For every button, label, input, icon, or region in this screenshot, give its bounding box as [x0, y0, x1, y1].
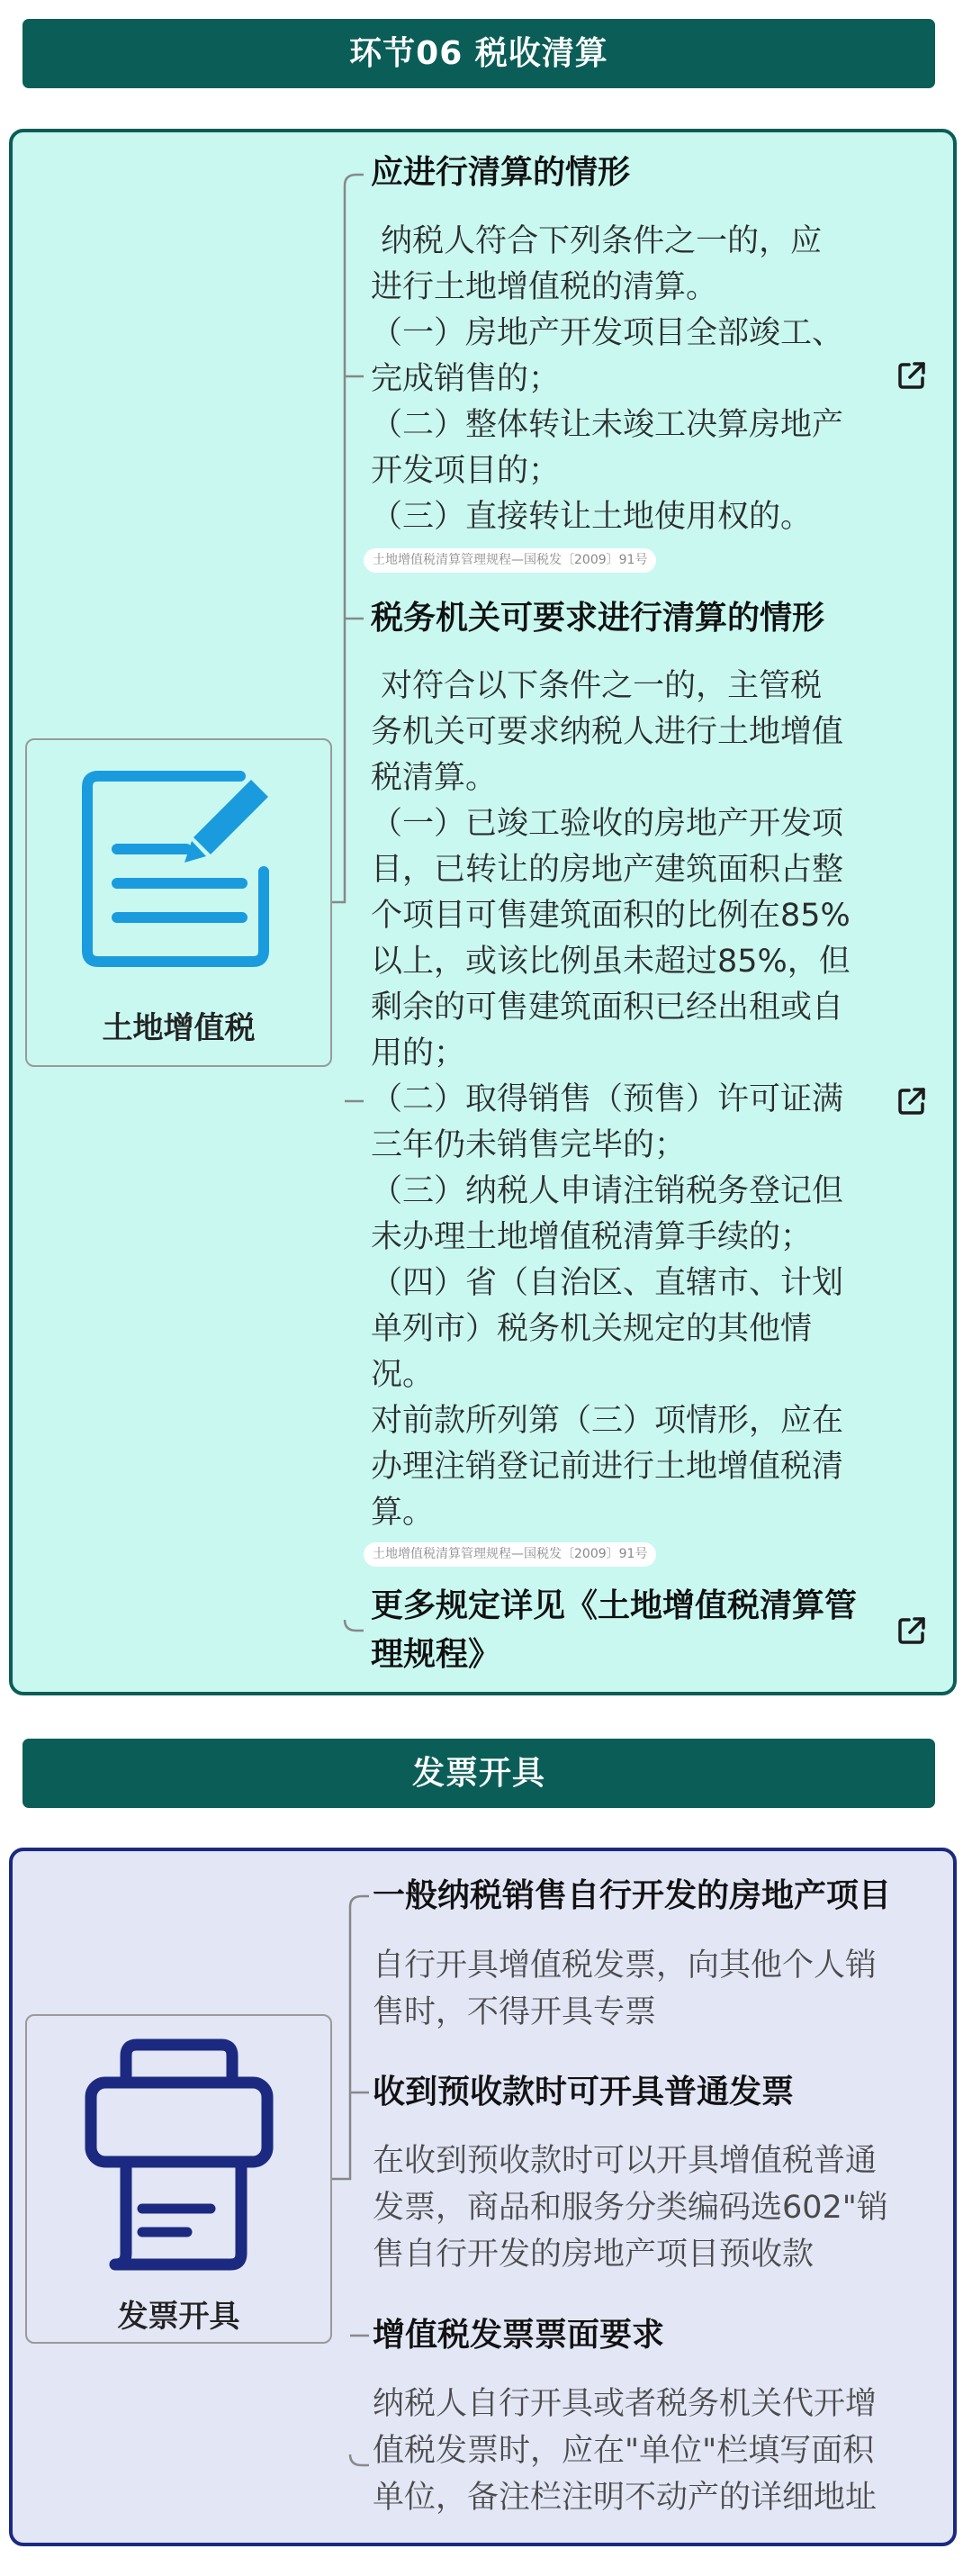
- external-link-icon[interactable]: [896, 359, 928, 392]
- item-title-advance-payment: 收到预收款时可开具普通发票: [373, 2074, 795, 2111]
- item-body-invoice-requirements: 纳税人自行开具或者税务机关代开增 值税发票时，应在"单位"栏填写面积 单位，备注栏注明不动产的详细地址: [373, 2386, 878, 2516]
- document-edit-icon: [75, 765, 284, 974]
- source-tag: 土地增值税清算管理规程—国税发〔2009〕91号: [364, 548, 656, 573]
- item-body-self-developed-sales: 自行开具增值税发票，向其他个人销 售时，不得开具专票: [373, 1948, 878, 2030]
- item-body-advance-payment: 在收到预收款时可以开具增值税普通 发票，商品和服务分类编码选602"销 售自行开发的房地产项目预收款: [373, 2143, 888, 2273]
- item-body-may-require-liquidation: 对符合以下条件之一的，主管税 务机关可要求纳税人进行土地增值 税清算。 （一）已竣工验收的房地产开发项 目，已转让的房地产建筑面积占整 个项目可售建筑面积的比例在85% 以上，或该比例虽未超过85%，但 剩余的可售建筑面积已经出租或自 用的； （二）取得销售（预售）许可证满 三年仍未销售完毕的； （三）纳税人申请注销税务登记但 未办理土地增值税清算手续的； （四）省（自治区、直辖市、计划 单列市）税务机关规定的其他情 况。 对前款所列第（三）项情形，应在 办理注销登记前进行土地增值税清 算。: [371, 668, 850, 1531]
- external-link-icon[interactable]: [896, 1085, 928, 1117]
- invoice-issuance-panel: [9, 1848, 957, 2546]
- item-title-invoice-requirements: 增值税发票票面要求: [373, 2317, 665, 2354]
- land-tax-liquidation-panel: [9, 129, 957, 1695]
- section-banner-land-tax-liquidation: 环节06 税收清算: [22, 19, 935, 88]
- section-banner-invoice: 发票开具: [22, 1739, 935, 1808]
- item-title-may-require-liquidation: 税务机关可要求进行清算的情形: [371, 600, 825, 637]
- land-value-added-tax-card[interactable]: [25, 738, 332, 1067]
- invoice-issuance-card[interactable]: [25, 2014, 332, 2344]
- card-label: 发票开具: [117, 2299, 240, 2335]
- source-tag: 土地增值税清算管理规程—国税发〔2009〕91号: [364, 1542, 656, 1567]
- external-link-icon[interactable]: [896, 1614, 928, 1647]
- card-label: 土地增值税: [102, 1010, 256, 1046]
- item-body-must-liquidate: 纳税人符合下列条件之一的，应 进行土地增值税的清算。 （一）房地产开发项目全部竣工、 完成销售的； （二）整体转让未竣工决算房地产 开发项目的； （三）直接转让土地使用权的。: [371, 223, 844, 535]
- item-title-must-liquidate: 应进行清算的情形: [371, 154, 631, 191]
- printer-icon: [50, 2029, 308, 2286]
- item-title-more-regulations: 更多规定详见《土地增值税清算管 理规程》: [371, 1587, 858, 1673]
- item-title-self-developed-sales: 一般纳税销售自行开发的房地产项目: [373, 1877, 892, 1914]
